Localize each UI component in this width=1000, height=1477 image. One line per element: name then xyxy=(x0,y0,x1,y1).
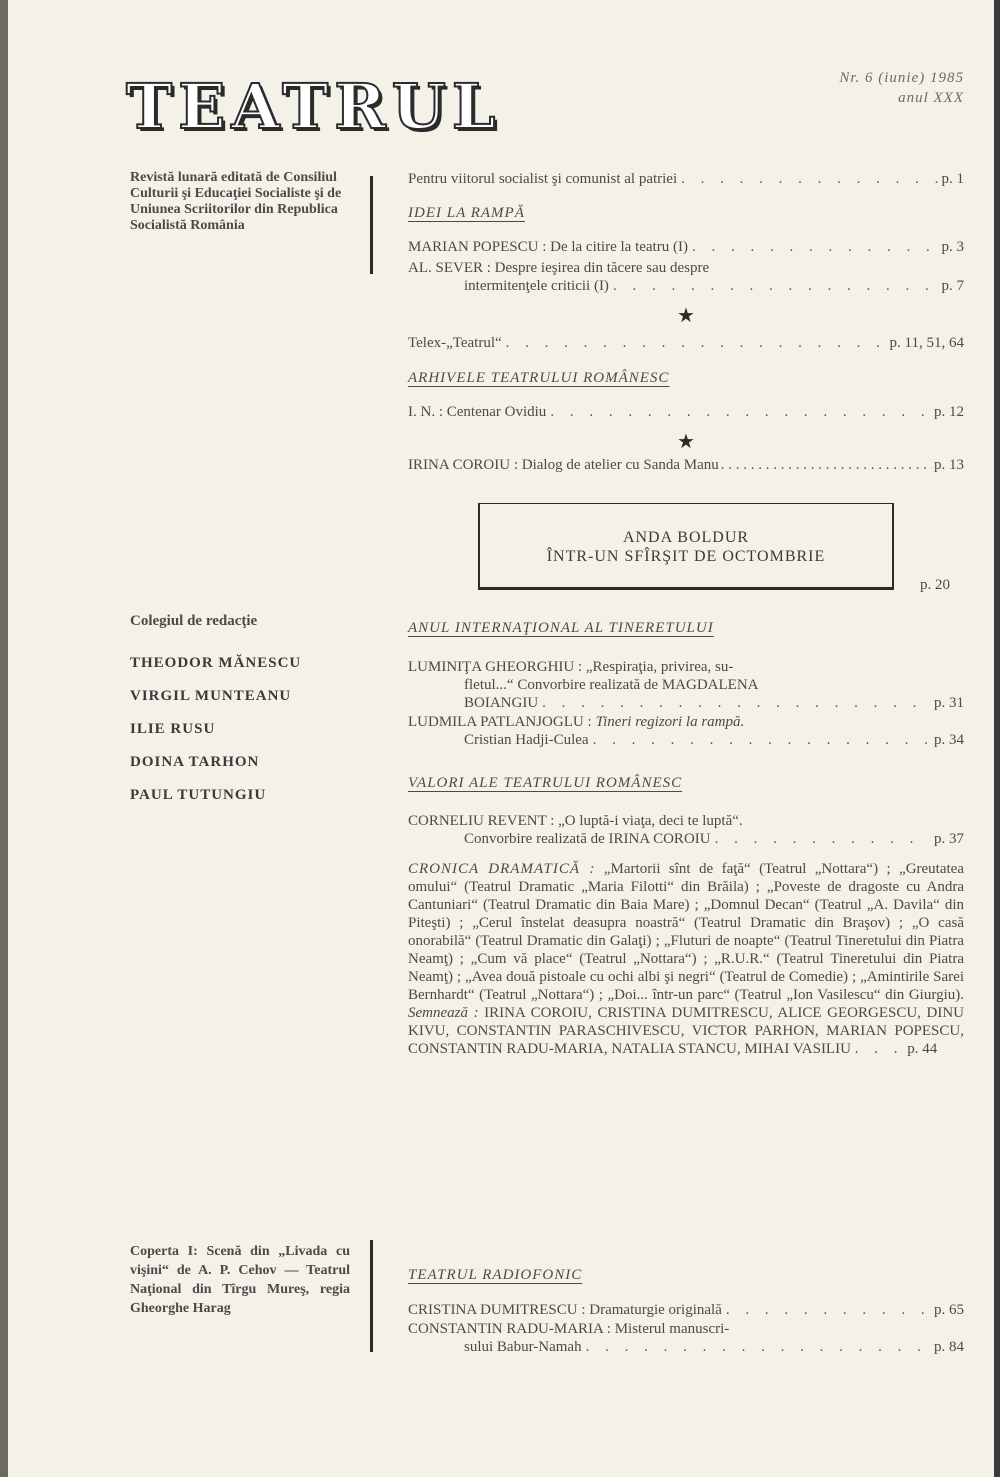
toc-entry-revent[interactable] xyxy=(408,812,964,848)
toc-entry-title-cont: sului Babur-Namah xyxy=(464,1339,582,1355)
toc-entry-coroiu[interactable] xyxy=(408,456,964,474)
featured-title: ÎNTR-UN SFÎRŞIT DE OCTOMBRIE xyxy=(546,548,826,565)
section-title: ANUL INTERNAŢIONAL AL TINERETULUI xyxy=(408,620,714,636)
toc-page-ref: p. 3 xyxy=(941,239,964,255)
toc-entry-sever[interactable] xyxy=(408,259,964,295)
editor-name: VIRGIL MUNTEANU xyxy=(130,688,292,704)
section-title: ARHIVELE TEATRULUI ROMÂNESC xyxy=(408,370,670,386)
section-title: IDEI LA RAMPĂ xyxy=(408,205,525,221)
toc-entry-title: I. N. : Centenar Ovidiu xyxy=(408,404,547,420)
featured-author: ANDA BOLDUR xyxy=(622,529,750,546)
editorial-board-title: Colegiul de redacţie xyxy=(130,613,258,629)
toc-intro[interactable] xyxy=(408,170,964,188)
section-title: TEATRUL RADIOFONIC xyxy=(408,1267,583,1283)
toc-page-ref: p. 34 xyxy=(934,732,964,748)
toc-entry-dumitrescu[interactable] xyxy=(408,1301,964,1319)
cover-caption: Coperta I: Scenă din „Livada cu vişini“ de A. P. Cehov — Teatrul Naţional din Tîrgu Mureş, regia Gheorghe Harag xyxy=(130,1244,350,1316)
toc-entry-patlanjoglu[interactable] xyxy=(408,713,964,749)
section-title: VALORI ALE TEATRULUI ROMÂNESC xyxy=(408,775,683,791)
star-separator-icon: ★ xyxy=(677,431,695,453)
section-heading-tineret xyxy=(408,620,964,637)
star-separator-icon: ★ xyxy=(677,305,695,327)
toc-entry-title: CRISTINA DUMITRESCU : Dramaturgie originală xyxy=(408,1302,722,1318)
toc-entry-telex[interactable] xyxy=(408,334,964,352)
editor-name: PAUL TUTUNGIU xyxy=(130,787,267,803)
toc-page-ref: p. 7 xyxy=(941,278,964,294)
toc-entry-gheorghiu[interactable] xyxy=(408,658,964,712)
publisher-note: Revistă lunară editată de Consiliul Culturii şi Educaţiei Socialiste şi de Uniunea Scriitorilor din Republica Socialistă România xyxy=(130,170,342,233)
toc-entry-title-cont: Convorbire realizată de IRINA COROIU xyxy=(464,831,711,847)
page-edge-shadow xyxy=(0,0,8,1477)
toc-page-ref: p. 44 xyxy=(907,1041,938,1057)
toc-entry-title: Telex-„Teatrul“ xyxy=(408,335,502,351)
toc-page-ref: p. 37 xyxy=(934,831,964,847)
toc-entry-title-cont: BOIANGIU xyxy=(464,695,539,711)
toc-page-ref: p. 65 xyxy=(934,1302,964,1318)
toc-entry-title: AL. SEVER : Despre ieşirea din tăcere sau despre xyxy=(408,260,710,276)
toc-entry-centenar[interactable] xyxy=(408,403,964,421)
cronica-label: CRONICA DRAMATICĂ : xyxy=(408,861,596,877)
editor-name: DOINA TARHON xyxy=(130,754,260,770)
toc-entry-author: LUDMILA PATLANJOGLU : xyxy=(408,714,592,730)
toc-page-ref: p. 84 xyxy=(934,1339,964,1355)
featured-play-box[interactable] xyxy=(478,503,894,590)
vertical-rule-top xyxy=(370,176,373,274)
toc-entry-title-cont: intermitenţele criticii (I) xyxy=(464,278,609,294)
issue-info xyxy=(839,68,964,108)
toc-page-ref: p. 1 xyxy=(941,171,964,187)
cronica-paragraph: CRONICA DRAMATICĂ : „Martorii sînt de faţă“ (Teatrul „Nottara“) ; „Greutatea omului“ (Teatrul Dramatic „Maria Filotti“ din Brăila) ; „Poveste de dragoste cu Andra Cantuniari“ (Teatrul Dramatic din Baia Mare) ; „Domnul Decan“ (Teatrul „A. Davila“ din Piteşti) ; „Cerul înstelat deasupra noastră“ (Teatrul Dramatic din Braşov) ; „O casă onorabilă“ (Teatrul Dramatic din Galaţi) ; „Fluturi de noapte“ (Teatrul Tineretului din Piatra Neamţ) ; „Cum vă place“ (Teatrul „Nottara“) ; „R.U.R.“ (Teatrul Tineretului din Piatra Neamţ) ; „Avea două pistoale cu ochi albi şi negri“ (Teatrul de Comedie) ; „Amintirile Sarei Bernhardt“ (Teatrul „Nottara“) ; „Doi... într-un parc“ (Teatrul „Ion Vasilescu“ din Giurgiu). Semnează : IRINA COROIU, CRISTINA DUMITRESCU, ALICE GEORGESCU, DINU KIVU, CONSTANTIN PARASCHIVESCU, VICTOR PARHON, MARIAN POPESCU, CONSTANTIN RADU-MARIA, NATALIA STANCU, MIHAI VASILIU . . . p. 44 xyxy=(408,861,964,1057)
masthead-logo xyxy=(126,72,506,142)
issue-number: Nr. 6 (iunie) 1985 xyxy=(839,70,964,86)
section-heading-valori xyxy=(408,775,964,792)
editor-name: ILIE RUSU xyxy=(130,721,216,737)
toc-entry-radu-maria[interactable] xyxy=(408,1320,964,1356)
toc-entry-title-cont: fletul...“ Convorbire realizată de MAGDALENA xyxy=(464,677,759,693)
toc-entry-popescu[interactable] xyxy=(408,238,964,256)
toc-entry-title: Pentru viitorul socialist şi comunist al patriei xyxy=(408,171,678,187)
toc-entry-title-cont: Cristian Hadji-Culea xyxy=(464,732,589,748)
section-heading-arhivele xyxy=(408,370,964,387)
cronica-signed-label: Semnează : xyxy=(408,1005,479,1021)
toc-page-ref: p. 11, 51, 64 xyxy=(889,335,964,351)
section-heading-idei xyxy=(408,205,964,222)
vertical-rule-bottom xyxy=(370,1240,373,1352)
editorial-board-list xyxy=(130,655,301,820)
toc-page-ref: p. 12 xyxy=(934,404,964,420)
toc-entry-cronica[interactable] xyxy=(408,860,964,1058)
toc-entry-title: Tineri regizori la rampă. xyxy=(595,714,745,730)
toc-entry-title: IRINA COROIU : Dialog de atelier cu Sanda Manu xyxy=(408,457,719,473)
section-heading-radiofonic xyxy=(408,1267,964,1284)
editor-name: THEODOR MĂNESCU xyxy=(130,655,302,671)
page-edge-dark xyxy=(994,0,1000,1477)
cronica-plays: „Martorii sînt de faţă“ (Teatrul „Nottara“) ; „Greutatea omului“ (Teatrul Dramatic „Maria Filotti“ din Brăila) ; „Poveste de dragoste cu Andra Cantuniari“ (Teatrul Dramatic din Baia Mare) ; „Domnul Decan“ (Teatrul „A. Davila“ din Piteşti) ; „Cerul înstelat deasupra noastră“ (Teatrul Dramatic din Braşov) ; „O casă onorabilă“ (Teatrul Dramatic din Galaţi) ; „Fluturi de noapte“ (Teatrul Tineretului din Piatra Neamţ) ; „Cum vă place“ (Teatrul „Nottara“) ; „R.U.R.“ (Teatrul Tineretului din Piatra Neamţ) ; „Avea două pistoale cu ochi albi şi negri“ (Teatrul de Comedie) ; „Amintirile Sarei Bernhardt“ (Teatrul „Nottara“) ; „Doi... într-un parc“ (Teatrul „Ion Vasilescu“ din Giurgiu). xyxy=(408,861,964,1003)
toc-entry-title: CORNELIU REVENT : „O luptă-i viaţa, deci te luptă“. xyxy=(408,813,743,829)
featured-page-ref: p. 20 xyxy=(920,577,950,593)
issue-year: anul XXX xyxy=(898,90,964,106)
cronica-signers: IRINA COROIU, CRISTINA DUMITRESCU, ALICE GEORGESCU, DINU KIVU, CONSTANTIN PARASCHIVESCU, VICTOR PARHON, MARIAN POPESCU, CONSTANTIN RADU-MARIA, NATALIA STANCU, MIHAI VASILIU xyxy=(408,1005,964,1057)
toc-entry-title: LUMINIŢA GHEORGHIU : „Respiraţia, privirea, su- xyxy=(408,659,734,675)
masthead-title: TEATRUL xyxy=(126,70,502,143)
toc-page-ref: p. 31 xyxy=(934,695,964,711)
toc-entry-title: CONSTANTIN RADU-MARIA : Misterul manuscri- xyxy=(408,1321,730,1337)
toc-page-ref: p. 13 xyxy=(934,457,964,473)
toc-entry-title: MARIAN POPESCU : De la citire la teatru (I) xyxy=(408,239,688,255)
